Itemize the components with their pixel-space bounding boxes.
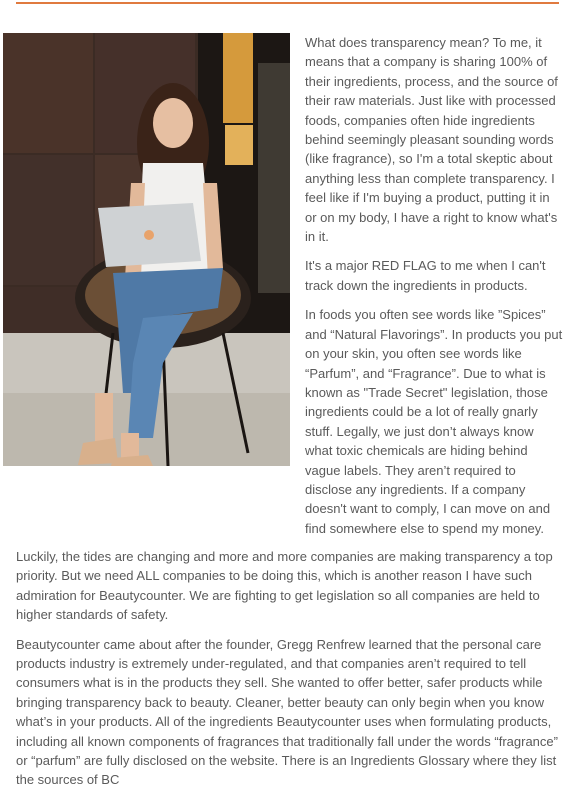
- side-text-column: [305, 33, 563, 548]
- header-divider: [16, 2, 559, 4]
- paragraph-transparency: What does transparency mean? To me, it means that a company is sharing 100% of their ingredients, process, and the source of their raw materials. Just like with processed foods, companies often hide ingredients behind seemingly pleasant sounding words (like fragrance), so I'm a total skeptic about anything less than complete transparency. I feel like if I'm buying a product, putting it in or on my body, I have a right to know what's in it.: [305, 35, 558, 245]
- article-photo: [3, 33, 290, 466]
- full-width-text-column: [16, 547, 564, 800]
- paragraph-red-flag: It's a major RED FLAG to me when I can't track down the ingredients in products.: [305, 258, 546, 293]
- paragraph-beautycounter-origin: Beautycounter came about after the founder, Gregg Renfrew learned that the personal care products industry is extremely under-regulated, and that companies aren’t required to tell consumers what is in the products they sell. She wanted to offer better, safer products while bringing transparency back to beauty. Cleaner, better beauty can only begin when you know what’s in your products. All of the ingredients Beautycounter uses when formulating products, including all known components of fragrances that traditionally fall under the words “fragrance” or “parfum” are fully disclosed on the website. There is an Ingredients Glossary where they list the sources of BC: [16, 636, 558, 788]
- paragraph-tides-changing: Luckily, the tides are changing and more and more companies are making transparency a top priority. But we need ALL companies to be doing this, which is another reason I have such admiration for Beautycounter. We are fighting to get legislation so all companies are held to higher standards of safety.: [16, 549, 553, 623]
- paragraph-trade-secret: In foods you often see words like ”Spices” and “Natural Flavorings”. In products you put on your skin, you often see words like “Parfum”, and “Fragrance”. Due to what is known as "Trade Secret" legislation, those ingredients could be a lot of really gnarly stuff. Legally, we just don’t always know what toxic chemicals are hiding behind vague labels. They aren’t required to disclose any ingredients. If a company doesn't want to comply, I can move on and find somewhere else to spend my money.: [305, 307, 563, 536]
- woman-on-chair-illustration: [3, 33, 290, 466]
